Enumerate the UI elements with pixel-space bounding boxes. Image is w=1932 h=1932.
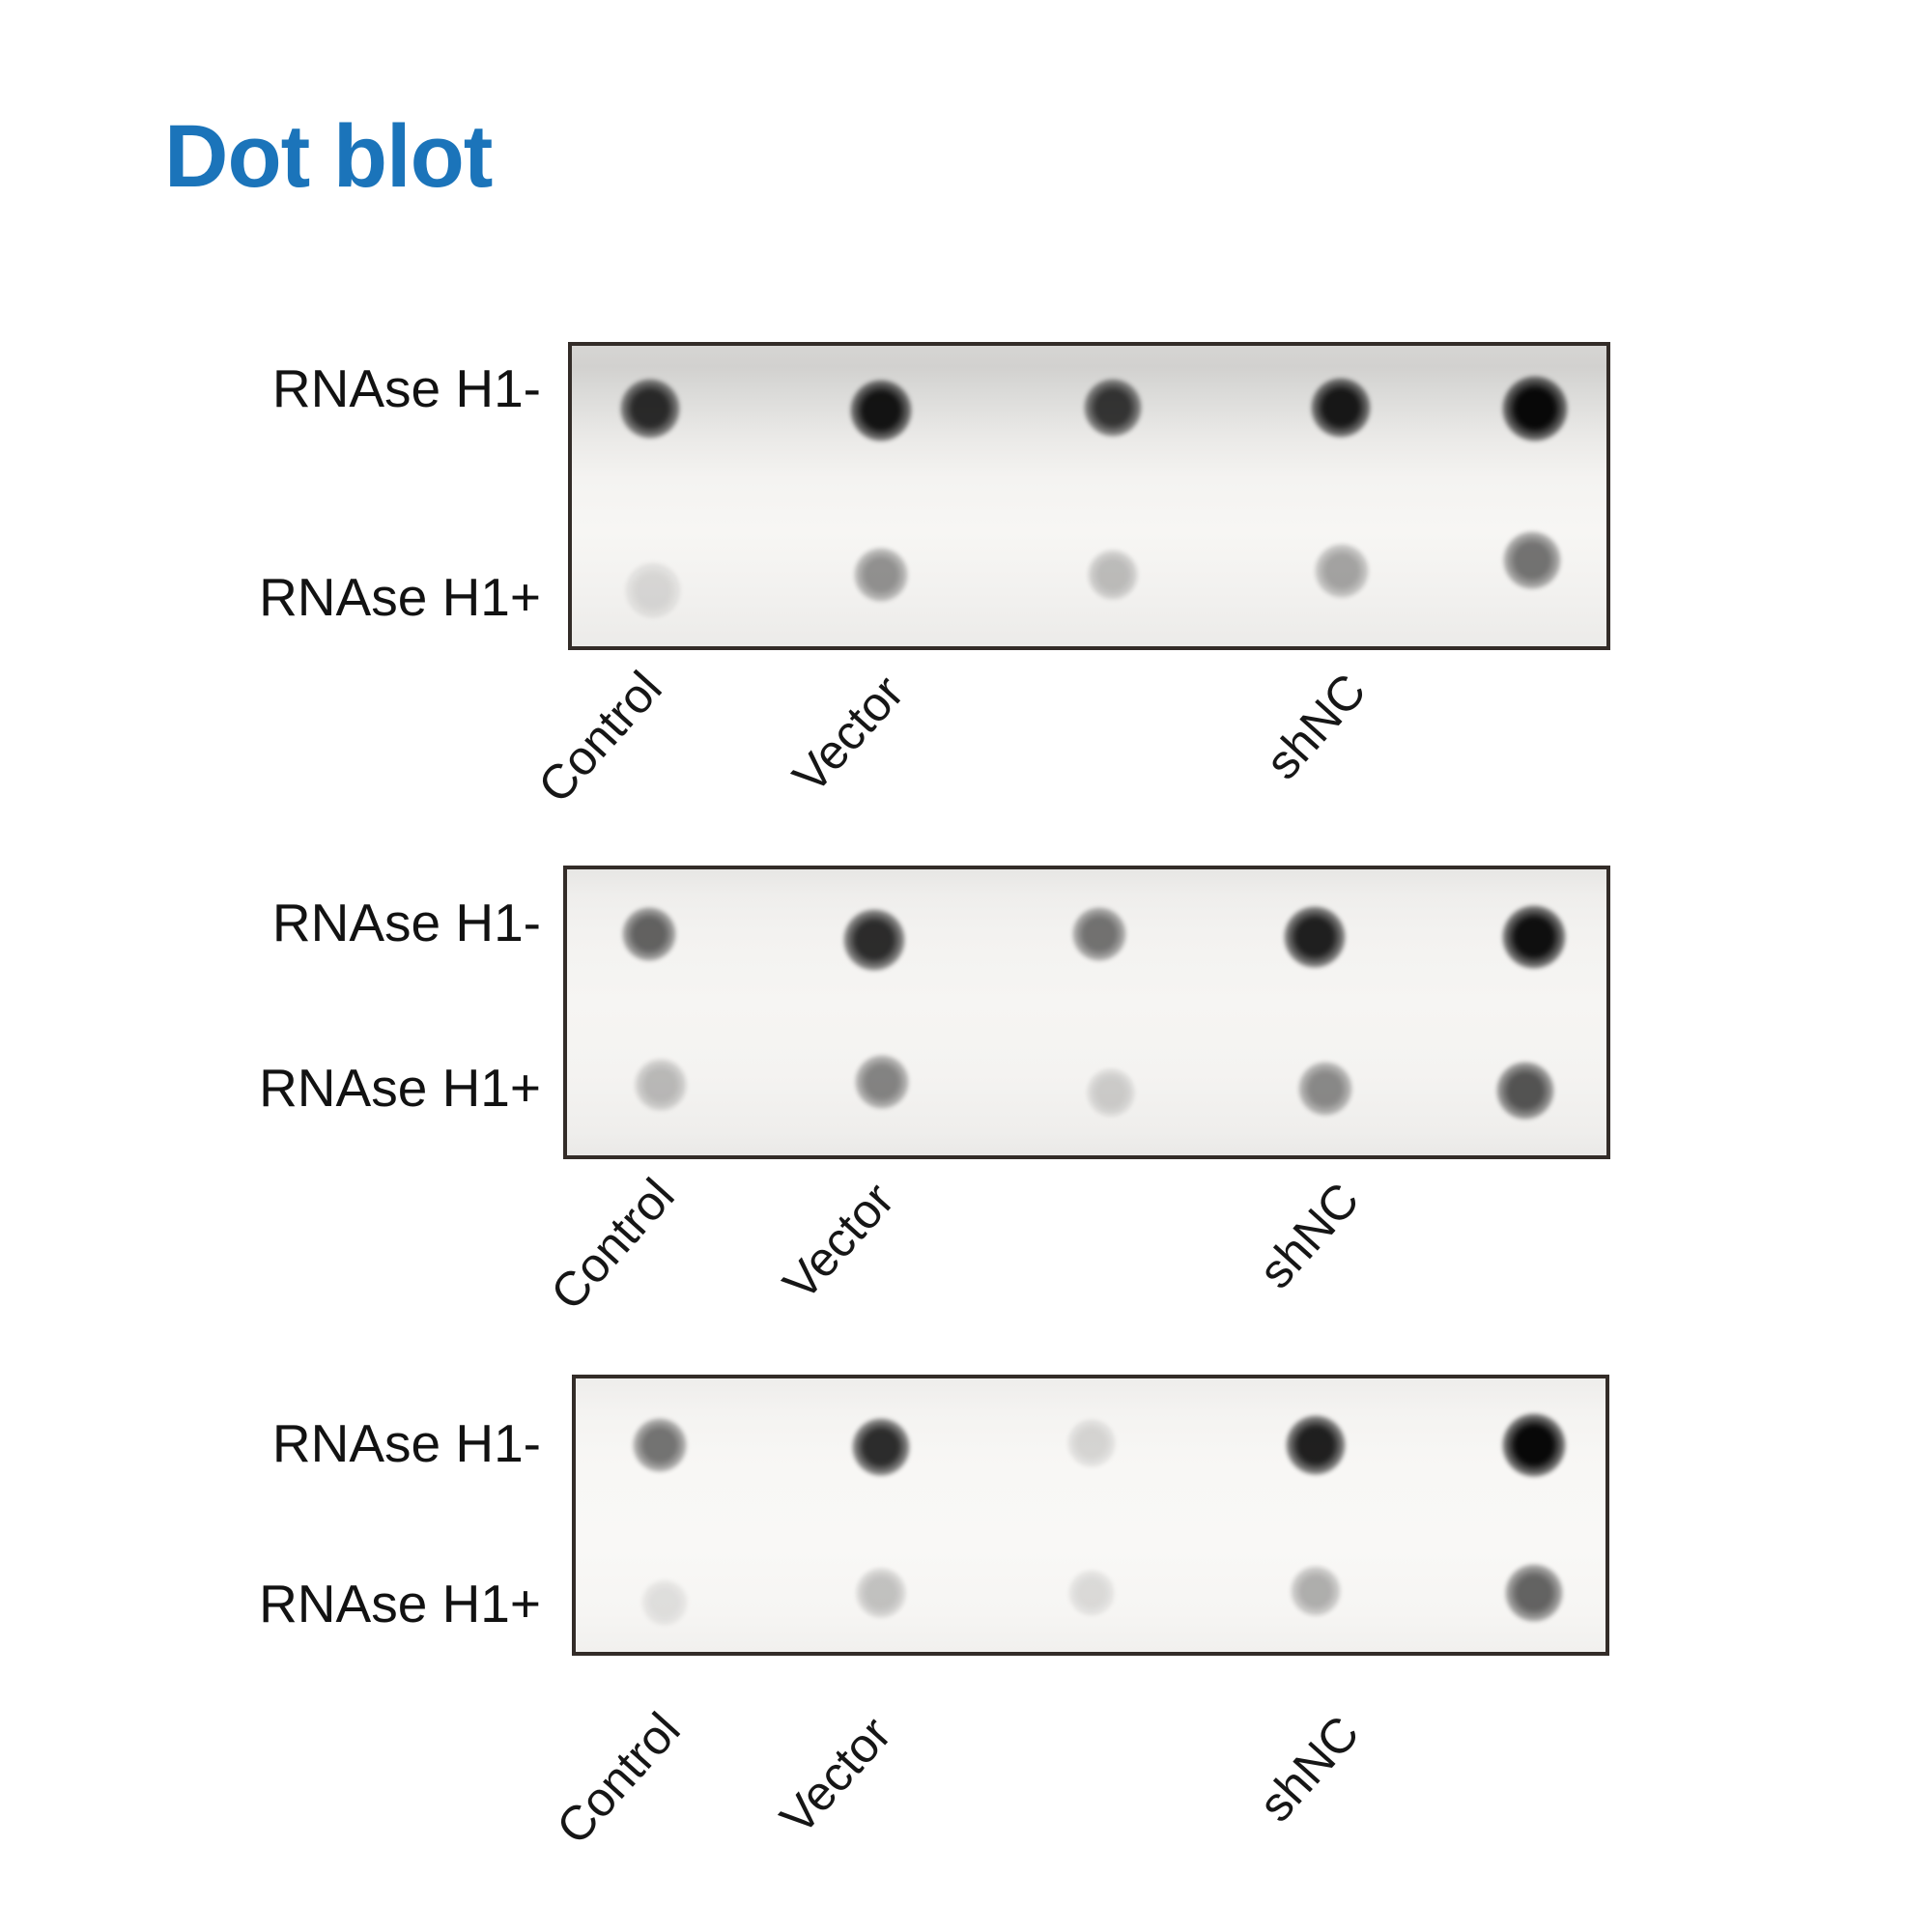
lane-label-shnc: shNC xyxy=(1248,1705,1370,1833)
blot-dot xyxy=(1088,550,1138,600)
blot-dot xyxy=(1068,1570,1115,1616)
lane-label-shnc: shNC xyxy=(1248,1172,1370,1299)
lane-label-control: Control xyxy=(540,1168,685,1321)
blot-dot xyxy=(1286,1415,1346,1475)
blot-dot xyxy=(850,380,912,441)
blot-dot xyxy=(620,379,680,439)
row-label-rnase-h1-plus: RNAse H1+ xyxy=(259,1574,541,1634)
blot-dot xyxy=(635,1059,687,1111)
blot-dot xyxy=(1291,1566,1341,1616)
blot-panel-1 xyxy=(568,342,1610,650)
row-label-rnase-h1-plus: RNAse H1+ xyxy=(259,567,541,627)
blot-dot xyxy=(856,1568,906,1618)
row-label-rnase-h1-minus: RNAse H1- xyxy=(271,1413,541,1473)
blot-dot xyxy=(852,1418,910,1476)
lane-label-vector: Vector xyxy=(769,1706,902,1845)
row-label-rnase-h1-minus: RNAse H1- xyxy=(271,893,541,952)
lane-label-control: Control xyxy=(546,1702,691,1855)
lane-label-control: Control xyxy=(527,661,672,813)
blot-panel-3 xyxy=(572,1375,1609,1656)
blot-dot xyxy=(1284,906,1346,968)
blot-dot xyxy=(622,907,676,961)
lane-label-vector: Vector xyxy=(772,1172,905,1311)
blot-dot xyxy=(1087,1068,1135,1117)
blot-dot xyxy=(1505,1564,1563,1622)
blot-panel-2 xyxy=(563,866,1610,1159)
blot-dot xyxy=(1311,378,1371,438)
blot-dot xyxy=(1502,1413,1566,1477)
row-label-rnase-h1-minus: RNAse H1- xyxy=(271,358,541,418)
blot-dot xyxy=(1496,1062,1554,1120)
blot-dot xyxy=(854,548,908,602)
blot-dot xyxy=(1503,531,1561,589)
blot-dot xyxy=(1072,907,1126,961)
blot-dot xyxy=(843,909,905,971)
lane-label-vector: Vector xyxy=(781,665,915,804)
blot-dot xyxy=(625,562,681,618)
blot-dot xyxy=(633,1418,687,1472)
blot-dot xyxy=(1502,905,1566,969)
blot-dot xyxy=(1315,544,1369,598)
lane-label-shnc: shNC xyxy=(1255,663,1377,790)
blot-dot xyxy=(1502,376,1568,441)
figure-title: Dot blot xyxy=(164,107,493,206)
blot-dot xyxy=(1084,379,1142,437)
row-label-rnase-h1-plus: RNAse H1+ xyxy=(259,1058,541,1118)
blot-dot xyxy=(641,1579,688,1626)
blot-dot xyxy=(1067,1419,1116,1467)
blot-dot xyxy=(855,1055,909,1109)
blot-dot xyxy=(1298,1062,1352,1116)
